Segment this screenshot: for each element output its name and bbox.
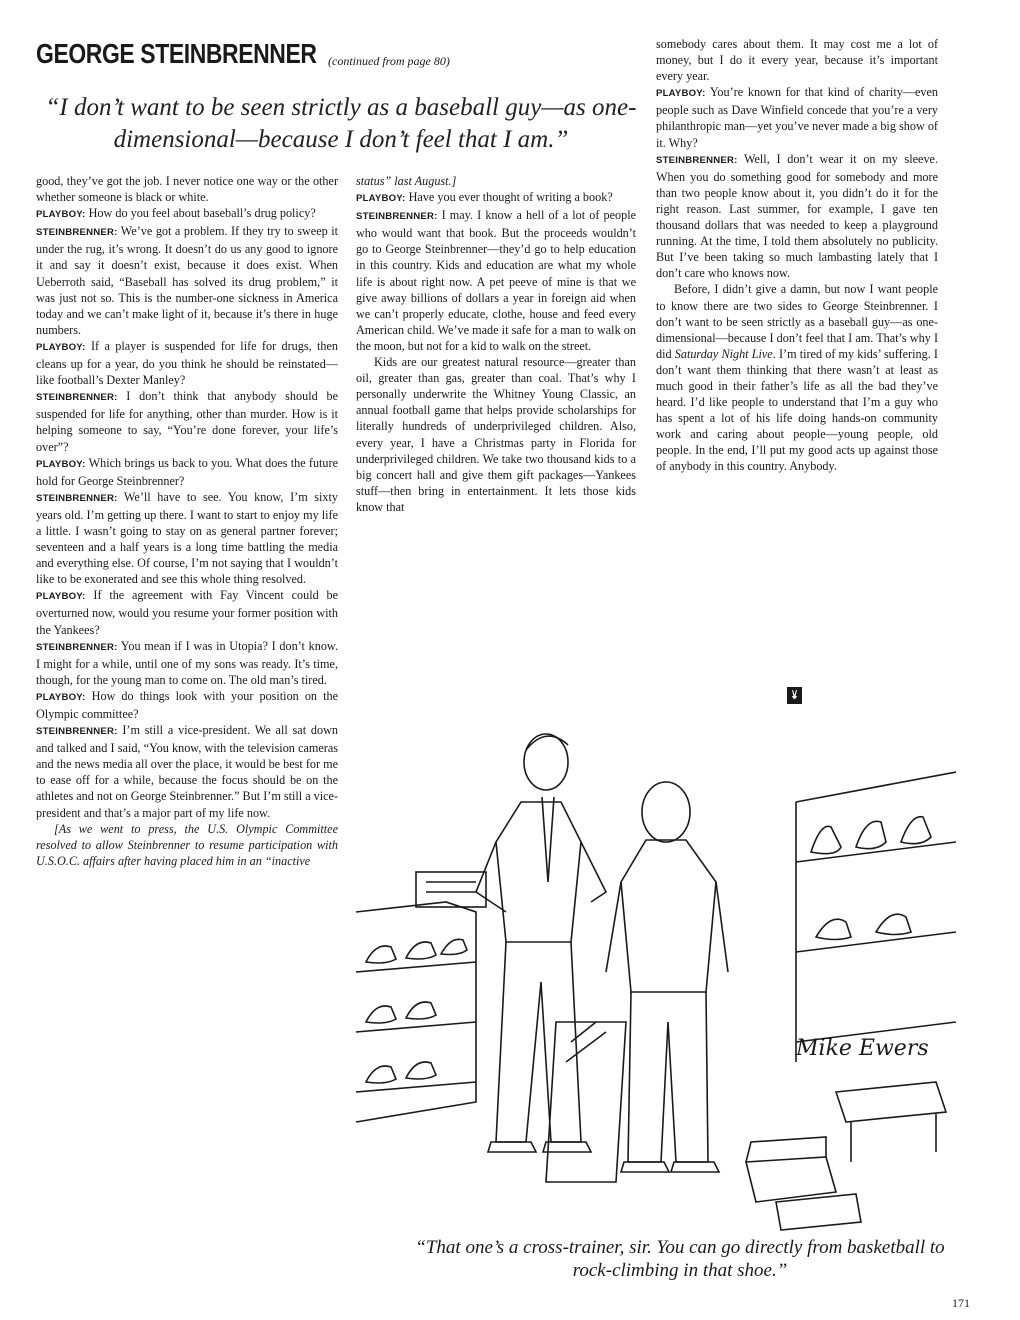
speaker-label: PLAYBOY: [36,209,86,221]
speaker-label: STEINBRENNER: [36,227,118,239]
article-header [36,38,636,70]
speaker-label: PLAYBOY: [656,88,706,100]
paragraph [36,455,338,489]
paragraph [36,688,338,722]
text-column-2 [356,173,636,515]
paragraph [36,338,338,388]
editor-note-end: status” last August.] [356,174,457,188]
speaker-label: PLAYBOY: [36,458,86,470]
paragraph [36,638,338,688]
rabbit-head-endmark-icon [787,687,802,704]
speaker-label: PLAYBOY: [36,691,86,703]
shoe-shelf-right [796,772,956,1062]
speaker-label: STEINBRENNER: [356,211,438,223]
paragraph [36,205,338,223]
paragraph-text: I may. I know a hell of a lot of people who would want that book. But the proceeds wouldn’t go to George Steinbrenner—they’d go to help education in this country. Kids and education are what my whole life is about right now. A pet peeve of mine is that we give away billions of dollars a year in foreign aid when we can’t properly educate, clothe, house and feed every American child. We’ve made it safe for a man to walk on the moon, but not for a kid to walk on the street. [356,208,636,353]
paragraph: good, they’ve got the job. I never notice one way or the other whether someone is black or white. [36,174,338,205]
paragraph-text: If the agreement with Fay Vincent could be overturned now, would you resume your former position with the Yankees? [36,588,338,637]
paragraph-text: How do things look with your position on the Olympic committee? [36,688,338,721]
page-number: 171 [952,1296,970,1310]
speaker-label: PLAYBOY: [36,591,86,603]
paragraph-text: Well, I don’t wear it on my sleeve. When you do something good for somebody and more than two people know about it, you didn’t do it for the right reason. Last summer, for example, I gave ten thousand dollars that was needed to keep a playground running. At the time, I told them absolutely no publicity. But I’ve been taking so much lambasting lately that I don’t care who knows now. [656,151,938,281]
paragraph-text: . I’m tired of my kids’ suffering. I don’t want them thinking that there wasn’t at least as much good in their father’s life as all the bad they’ve heard. I’d like people to understand that I’m a guy who has spent a lot of his life doing hands-on community work and caring about people—young people, old people. In the end, I’ll put my good acts up against those of anybody in this country. Anybody. [656,346,938,474]
continued-note: (continued from page 80) [328,54,450,68]
paragraph-text: How do you feel about baseball’s drug policy? [85,206,316,221]
speaker-label: STEINBRENNER: [36,492,118,504]
speaker-label: PLAYBOY: [356,193,406,205]
speaker-label: PLAYBOY: [36,341,86,353]
cartoonist-signature: Mike Ewers [796,1036,929,1061]
salesman-figure [476,734,606,1152]
speaker-label: STEINBRENNER: [36,641,118,653]
paragraph [656,281,938,474]
paragraph-text: Before, I didn’t give a damn, but now I want people to know there are two sides to George Steinbrenner. I don’t want to be seen strictly as a baseball guy—as one-dimensional—because I don’t feel that I am. That’s why I did [656,282,938,361]
paragraph [356,207,636,354]
cartoon-illustration [356,722,956,1232]
paragraph: Kids are our greatest natural resource—greater than oil, greater than gas, greater than coal. That’s why I personally underwrite the Whitney Young Classic, an annual football game that helps provide scholarships for literally hundreds of underprivileged children. Also, every year, I have a Christmas party in Florida for underprivileged children. We take two thousand kids to a big concert hall and give them gift packages—Yankees stuff—then bring in entertainment. It lets those kids know that [356,355,636,514]
text-column-1 [36,173,338,869]
editor-note: [As we went to press, the U.S. Olympic Committee resolved to allow Steinbrenner to resume participation with U.S.O.C. affairs after having placed him in an “inactive [36,821,338,868]
paragraph-text: If a player is suspended for life for drugs, then cleans up for a year, do you think he should be reinstated—like football’s Dexter Manley? [36,338,338,388]
pull-quote: “I don’t want to be seen strictly as a baseball guy—as one-dimensional—because I don’t feel that I am.” [45,94,637,153]
floor-mirror [546,1022,626,1182]
article-title: GEORGE STEINBRENNER [36,38,317,69]
speaker-label: STEINBRENNER: [36,726,118,738]
fitting-stool [836,1082,946,1162]
cartoon-caption: “That one’s a cross-trainer, sir. You can go directly from basketball to rock-climbing in that shoe.” [415,1237,945,1281]
paragraph-text: I don’t think that anybody should be suspended for life for anything, other than murder. How is it helping someone to say, “You’re done forever, your life’s over”? [36,389,338,454]
customer-figure [606,782,728,1172]
paragraph-text: You’re known for that kind of charity—even people such as Dave Winfield concede that you’re a very philanthropic man—yet you’ve never made a big show of it. Why? [656,85,938,150]
show-title: Saturday Night Live [674,346,773,361]
paragraph [656,84,938,150]
paragraph-text: I’m still a vice-president. We all sat down and talked and I said, “You know, with the television cameras and the news media all over the place, it would be best for me to ease off for a while, because the focus should be on the athletes and not on George Steinbrenner.” But I’m still a vice-president and that’s a major part of my life now. [36,723,339,820]
paragraph-text: You mean if I was in Utopia? I don’t know. I might for a while, until one of my sons was ready. It’s time, though, for the young man to come on. The old man’s tired. [36,638,338,687]
paragraph-text: Which brings us back to you. What does the future hold for George Steinbrenner? [36,455,338,488]
paragraph [36,587,338,637]
paragraph [36,388,338,454]
paragraph-text: We’ve got a problem. If they try to sweep it under the rug, it’s wrong. It doesn’t do us any good to ignore it and say it doesn’t exist, because it does exist. When Ueberroth said, “Baseball has solved its drug problem,” it was just not so. This is the number-one sickness in America today and we can’t make light of it, because it’s there in huge numbers. [36,224,338,337]
speaker-label: STEINBRENNER: [36,392,118,404]
paragraph-text: We’ll have to see. You know, I’m sixty years old. I’m getting up there. I want to start to enjoy my life a little. I wasn’t going to stay on as general partner forever; seventeen and a half years is a long time battling the media and everything else. Of course, I’m not saying that I wouldn’t like to be exonerated and see this whole thing resolved. [36,489,338,587]
paragraph [36,722,338,821]
cash-register [416,872,486,907]
paragraph: somebody cares about them. It may cost me a lot of money, but I do it every year, because it’s important every year. [656,37,938,84]
speaker-label: STEINBRENNER: [656,154,738,166]
paragraph [36,223,338,338]
shoe-shelf-left [356,902,476,1122]
text-column-3 [656,36,938,475]
paragraph [656,151,938,282]
paragraph [356,189,636,207]
shoe-boxes [746,1137,861,1230]
paragraph [36,489,338,588]
paragraph-text: Have you ever thought of writing a book? [405,190,613,205]
